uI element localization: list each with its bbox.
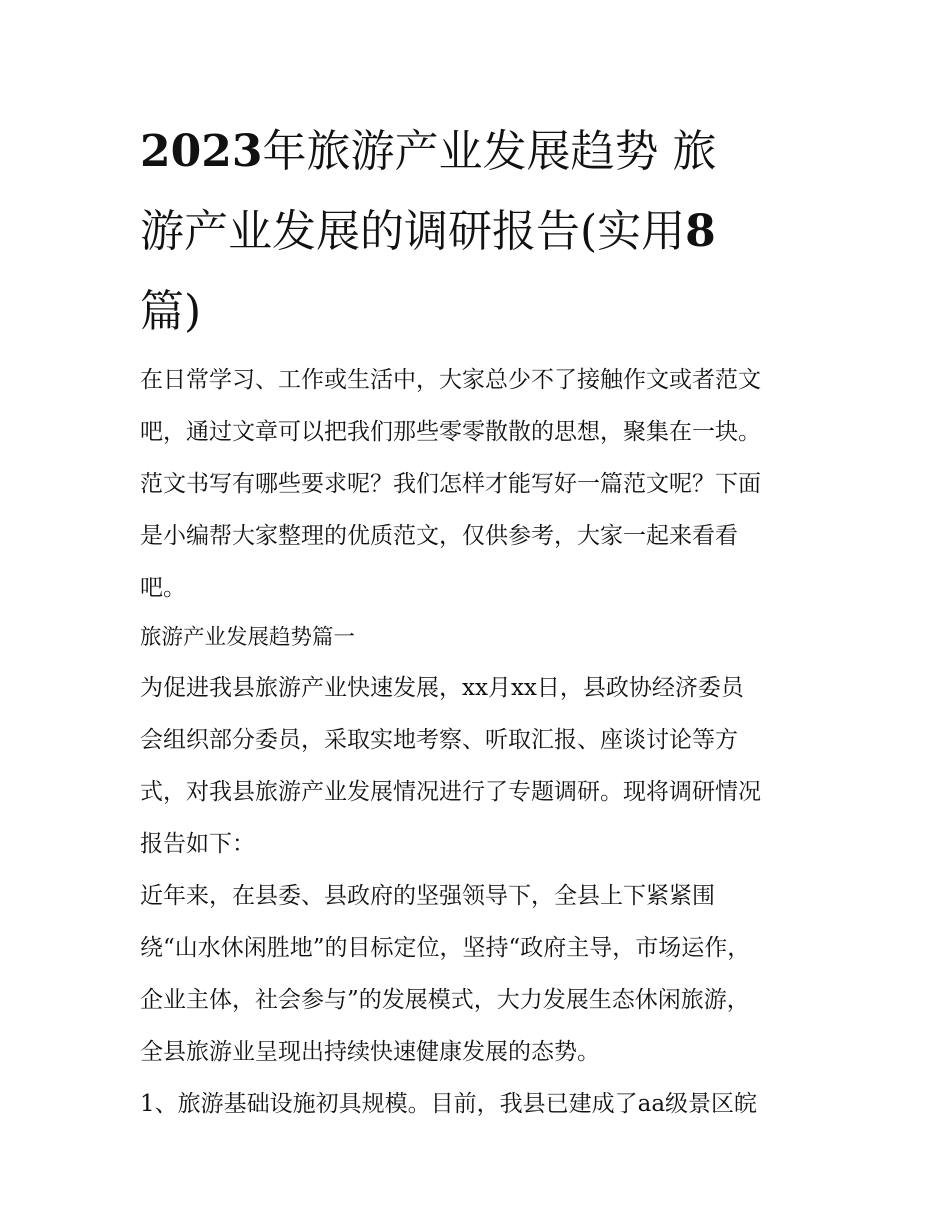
document-title [140, 112, 820, 352]
paragraph-line: 式，对我县旅游产业发展情况进行了专题调研。现将调研情况 [140, 779, 761, 805]
title-number: 8 [685, 206, 716, 257]
title-line-2 [140, 192, 820, 272]
section-heading: 旅游产业发展趋势篇一 [140, 625, 356, 650]
title-line-3: 篇) [140, 286, 202, 337]
document-body [140, 354, 820, 1130]
paragraph-line: 会组织部分委员，采取实地考察、听取汇报、座谈讨论等方 [140, 727, 738, 753]
paragraph-line: 绕“山水休闲胜地”的目标定位，坚持“政府主导，市场运作， [140, 935, 751, 961]
title-line-2-text: 游产业发展的调研报告(实用 [140, 206, 686, 257]
title-year: 2023 [140, 126, 263, 177]
paragraph-line: 吧。 [140, 575, 186, 601]
paragraph-line: 范文书写有哪些要求呢？我们怎样才能写好一篇范文呢？下面 [140, 471, 761, 497]
paragraph-line: 吧，通过文章可以把我们那些零零散散的思想，聚集在一块。 [140, 419, 761, 445]
paragraph-line: 近年来，在县委、县政府的坚强领导下，全县上下紧紧围 [140, 883, 715, 909]
paragraph-line: 全县旅游业呈现出持续快速健康发展的态势。 [140, 1039, 600, 1065]
paragraph-line: 企业主体，社会参与”的发展模式，大力发展生态休闲旅游， [140, 987, 750, 1013]
title-line-1 [140, 112, 820, 192]
paragraph-line: 报告如下： [140, 831, 255, 857]
paragraph-line: 在日常学习、工作或生活中，大家总少不了接触作文或者范文 [140, 367, 761, 393]
paragraph-line: 是小编帮大家整理的优质范文，仅供参考，大家一起来看看 [140, 523, 738, 549]
paragraph-line: 为促进我县旅游产业快速发展，xx月xx日，县政协经济委员 [140, 675, 744, 701]
title-line-1-text: 年旅游产业发展趋势 旅 [262, 126, 717, 177]
paragraph-line: 1、旅游基础设施初具规模。目前，我县已建成了aa级景区皖 [140, 1091, 758, 1117]
